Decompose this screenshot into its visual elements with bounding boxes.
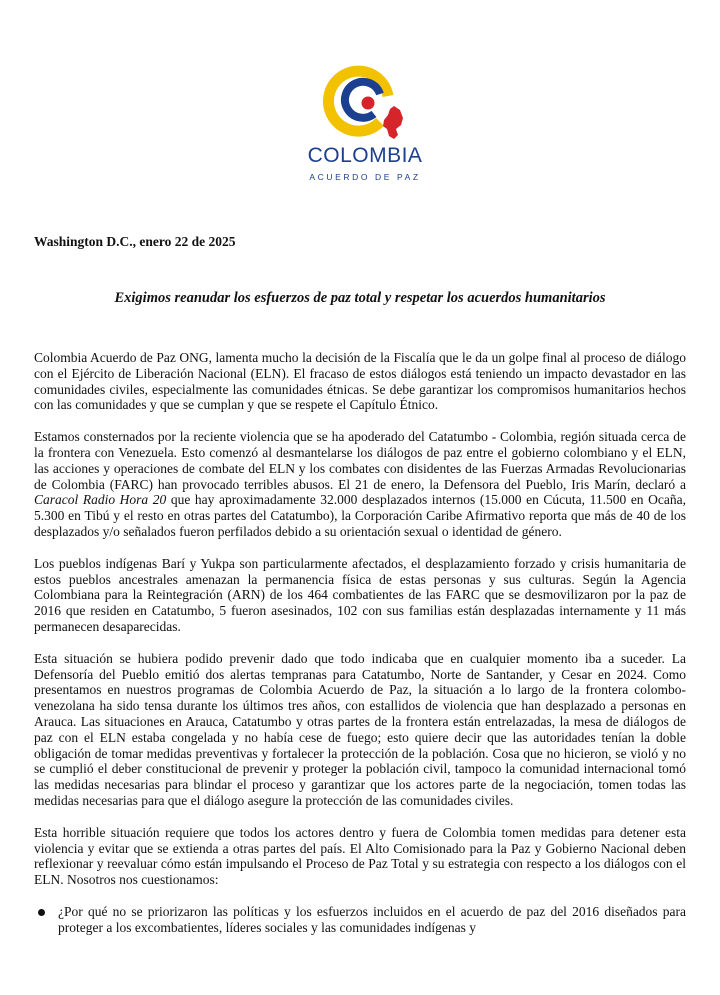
colombia-map-logo-icon (322, 62, 408, 144)
paragraph-5: Esta horrible situación requiere que todos los actores dentro y fuera de Colombia tomen medidas para detener esta violencia y evitar que se extienda a otras partes del país. El Alto Comisionado para la Paz y Gobierno Nacional deben reflexionar y reevaluar cómo están impulsando el Proceso de Paz Total y su estrategia con respecto a los diálogos con el ELN. Nosotros nos cuestionamos: (34, 824, 686, 888)
list-item (34, 904, 686, 936)
bullet-icon (38, 909, 45, 916)
organization-logo (290, 62, 440, 187)
questions-list (34, 904, 686, 936)
logo-subtitle: ACUERDO DE PAZ (309, 172, 421, 182)
list-item-text: ¿Por qué no se priorizaron las políticas y los esfuerzos incluidos en el acuerdo de paz del 2016 diseñados para proteger a los excombatientes, líderes sociales y las comunidades indígenas y (58, 903, 686, 935)
paragraph-2-part-a: Estamos consternados por la reciente violencia que se ha apoderado del Catatumbo - Colombia, región situada cerca de la frontera con Venezuela. Esto comenzó al desmantelarse los diálogos de paz entre el gobierno colombiano y el ELN, las acciones y operaciones de combate del ELN y los combates con disidentes de las Fuerzas Armadas Revolucionarias de Colombia (FARC) han provocado terribles abusos. El 21 de enero, la Defensora del Pueblo, Iris Marín, declaró a (34, 429, 686, 492)
letter-body (34, 350, 686, 936)
dateline: Washington D.C., enero 22 de 2025 (34, 234, 236, 249)
paragraph-1: Colombia Acuerdo de Paz ONG, lamenta mucho la decisión de la Fiscalía que le da un golpe final al proceso de diálogo con el Ejército de Liberación Nacional (ELN). El fracaso de estos diálogos está teniendo un impacto devastador en las comunidades civiles, especialmente las comunidades étnicas. Se debe garantizar los compromisos humanitarios hechos con las comunidades y que se cumplan y que se respete el Capítulo Étnico. (34, 350, 686, 413)
paragraph-4: Esta situación se hubiera podido prevenir dado que todo indicaba que en cualquier momento iba a suceder. La Defensoría del Pueblo emitió dos alertas tempranas para Catatumbo, Norte de Santander, y Cesar en 2024. Como presentamos en nuestros programas de Colombia Acuerdo de Paz, la situación a lo largo de la frontera colombo-venezolana ha sido tensa durante los últimos tres años, con estallidos de violencia que han desplazado a personas en Arauca. Las situaciones en Arauca, Catatumbo y otras partes de la frontera están entrelazadas, la mesa de diálogos de paz con el ELN estaba congelada y no había cese de fuego; esto quiere decir que las autoridades tenían la doble obligación de tomar medidas preventivas y fortalecer la protección de la población. Cosa que no hicieron, se violó y no se cumplió el deber constitucional de prevenir y proteger la población civil, tampoco la comunidad internacional tomó las medidas necesarias para blindar el proceso y garantizar que los actores parte de la negociación, tomen todas las medidas necesarias para que el diálogo asegure la protección de las comunidades civiles. (34, 650, 686, 808)
paragraph-2 (34, 429, 686, 540)
headline: Exigimos reanudar los esfuerzos de paz total y respetar los acuerdos humanitarios (114, 290, 606, 306)
paragraph-2-part-b: que hay aproximadamente 32.000 desplazados internos (15.000 en Cúcuta, 11.500 en Ocaña, 5.300 en Tibú y el resto en otras partes del Catatumbo), la Corporación Caribe Afirmativo reporta que más de 40 de los desplazados y/o señalados fueron perfilados debido a su orientación sexual o identidad de género. (34, 492, 686, 539)
radio-program-name: Caracol Radio Hora 20 (34, 492, 167, 508)
logo-name: COLOMBIA (307, 144, 423, 167)
paragraph-3: Los pueblos indígenas Barí y Yukpa son particularmente afectados, el desplazamiento forzado y crisis humanitaria de estos pueblos ancestrales amenazan la permanencia física de estas personas y sus culturas. Según la Agencia Colombiana para la Reintegración (ARN) de los 464 combatientes de las FARC que se desmovilizaron por la paz de 2016 que residen en Catatumbo, 5 fueron asesinados, 102 con sus familias están desplazadas internamente y 11 más permanecen desaparecidas. (34, 555, 686, 634)
